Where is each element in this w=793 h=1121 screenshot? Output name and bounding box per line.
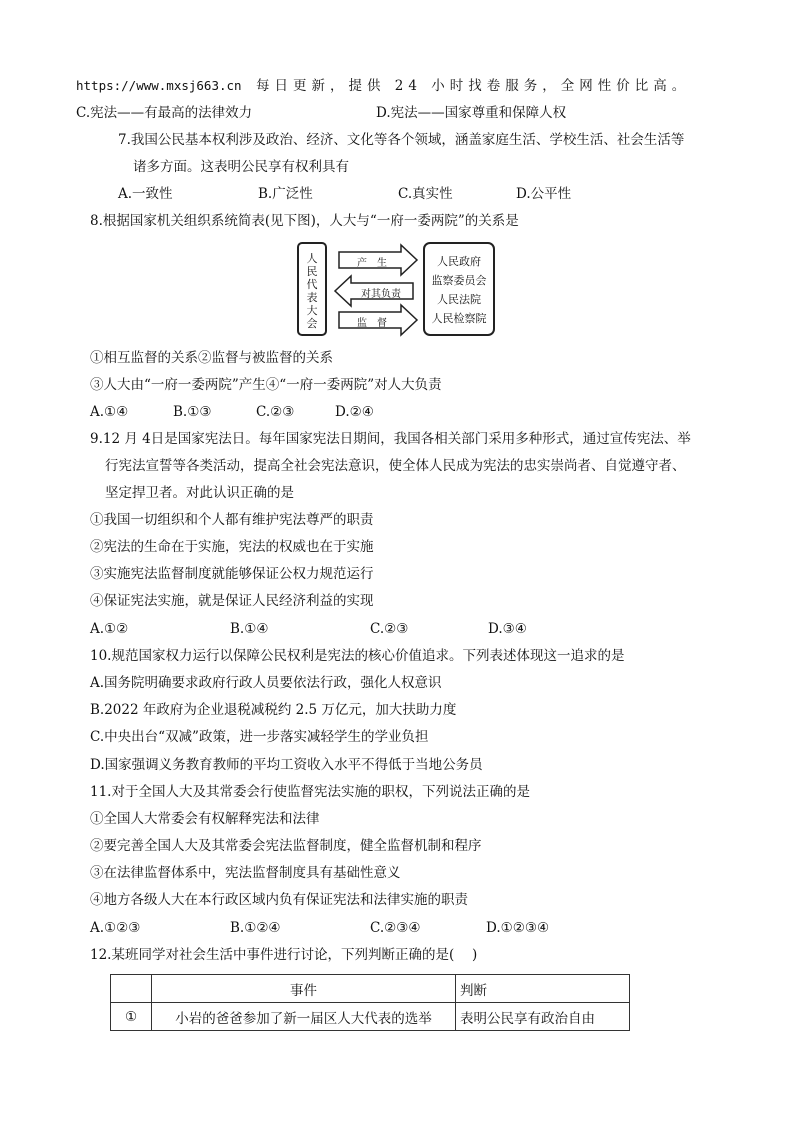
q11-statement-4: ④地方各级人大在本行政区域内负有保证宪法和法律实施的职责 [90,892,468,908]
organs-box [423,242,495,336]
q11-option-a: A.①②③ [90,920,141,936]
q8-option-d: D.②④ [335,404,374,420]
header-index [111,975,152,1003]
responsible-label: 对其负责 [361,289,401,300]
q12-stem: 12.某班同学对社会生活中事件进行讨论，下列判断正确的是( ) [90,947,478,963]
q8-stem: 8.根据国家机关组织系统简表(见下图)，人大与“一府一委两院”的关系是 [90,213,519,229]
organ-supervision: 监察委员会 [431,274,487,287]
q11-statement-3: ③在法律监督体系中，宪法监督制度具有基础性意义 [90,865,401,881]
header-event: 事件 [152,975,456,1003]
row-index: ① [111,1003,152,1031]
header-judgment: 判断 [456,975,630,1003]
q9-statement-3: ③实施宪法监督制度就能够保证公权力规范运行 [90,566,374,582]
q9-option-a: A.①② [90,621,129,637]
q9-statement-1: ①我国一切组织和个人都有维护宪法尊严的职责 [90,512,374,528]
events-table [110,974,630,1031]
q9-stem-line1: 9.12 月 4日是国家宪法日。每年国家宪法日期间，我国各相关部门采用多种形式，通过宣传宪法、举 [90,431,691,447]
table-header-row [111,975,630,1003]
q7-option-b: B.广泛性 [258,186,313,202]
header-slogan: 每日更新，提供 24 小时找卷服务，全网性价比高。 [256,78,691,94]
q7-option-c: C.真实性 [398,186,453,202]
q10-option-d: D.国家强调义务教育教师的平均工资收入水平不得低于当地公务员 [90,757,483,773]
row-judgment: 表明公民享有政治自由 [456,1003,630,1031]
header-url: https://www.mxsj663.cn [76,78,242,93]
row-event: 小岩的爸爸参加了新一届区人大代表的选举 [152,1003,456,1031]
organ-court: 人民法院 [437,293,481,306]
q7-stem-line1: 7.我国公民基本权利涉及政治、经济、文化等各个领域，涵盖家庭生活、学校生活、社会生活等 [118,132,685,148]
table-row [111,1003,630,1031]
q9-stem-line2: 行宪法宣誓等各类活动，提高全社会宪法意识，使全体人民成为宪法的忠实崇尚者、自觉遵守者、 [105,458,686,474]
state-organs-diagram [297,238,497,340]
q7-stem-line2: 诸多方面。这表明公民享有权利具有 [133,159,349,175]
q9-option-c: C.②③ [370,621,409,637]
produce-label: 产 生 [357,258,387,269]
q8-option-b: B.①③ [173,404,212,420]
q9-option-b: B.①④ [230,621,269,637]
q11-option-b: B.①②④ [230,920,281,936]
supervise-label: 监 督 [357,318,387,329]
q9-statement-4: ④保证宪法实施，就是保证人民经济利益的实现 [90,593,374,609]
q9-statement-2: ②宪法的生命在于实施，宪法的权威也在于实施 [90,539,374,555]
organ-procuratorate: 人民检察院 [431,312,487,325]
q9-stem-line3: 坚定捍卫者。对此认识正确的是 [105,485,294,501]
q11-option-c: C.②③④ [370,920,421,936]
q11-option-d: D.①②③④ [486,920,550,936]
q10-option-a: A.国务院明确要求政府行政人员要依法行政，强化人权意识 [90,675,442,691]
q8-statements-line2: ③人大由“一府一委两院”产生④“一府一委两院”对人大负责 [90,377,442,393]
q7-option-d: D.公平性 [516,186,572,202]
organ-government: 人民政府 [437,255,481,268]
q6-option-c: C.宪法——有最高的法律效力 [76,105,253,121]
npc-label: 人民代表大会 [306,252,318,330]
q6-option-d: D.宪法——国家尊重和保障人权 [376,105,567,121]
q11-statement-2: ②要完善全国人大及其常委会宪法监督制度，健全监督机制和程序 [90,838,482,854]
q9-option-d: D.③④ [488,621,527,637]
q8-option-a: A.①④ [90,404,129,420]
q11-stem: 11.对于全国人大及其常委会行使监督宪法实施的职权，下列说法正确的是 [90,784,530,800]
q11-statement-1: ①全国人大常委会有权解释宪法和法律 [90,811,320,827]
q7-option-a: A.一致性 [118,186,173,202]
q10-stem: 10.规范国家权力运行以保障公民权利是宪法的核心价值追求。下列表述体现这一追求的是 [90,648,625,664]
q10-option-c: C.中央出台“双减”政策，进一步落实减轻学生的学业负担 [90,729,429,745]
q8-statements-line1: ①相互监督的关系②监督与被监督的关系 [90,350,333,366]
q8-option-c: C.②③ [256,404,295,420]
q10-option-b: B.2022 年政府为企业退税减税约 2.5 万亿元，加大扶助力度 [90,702,457,718]
